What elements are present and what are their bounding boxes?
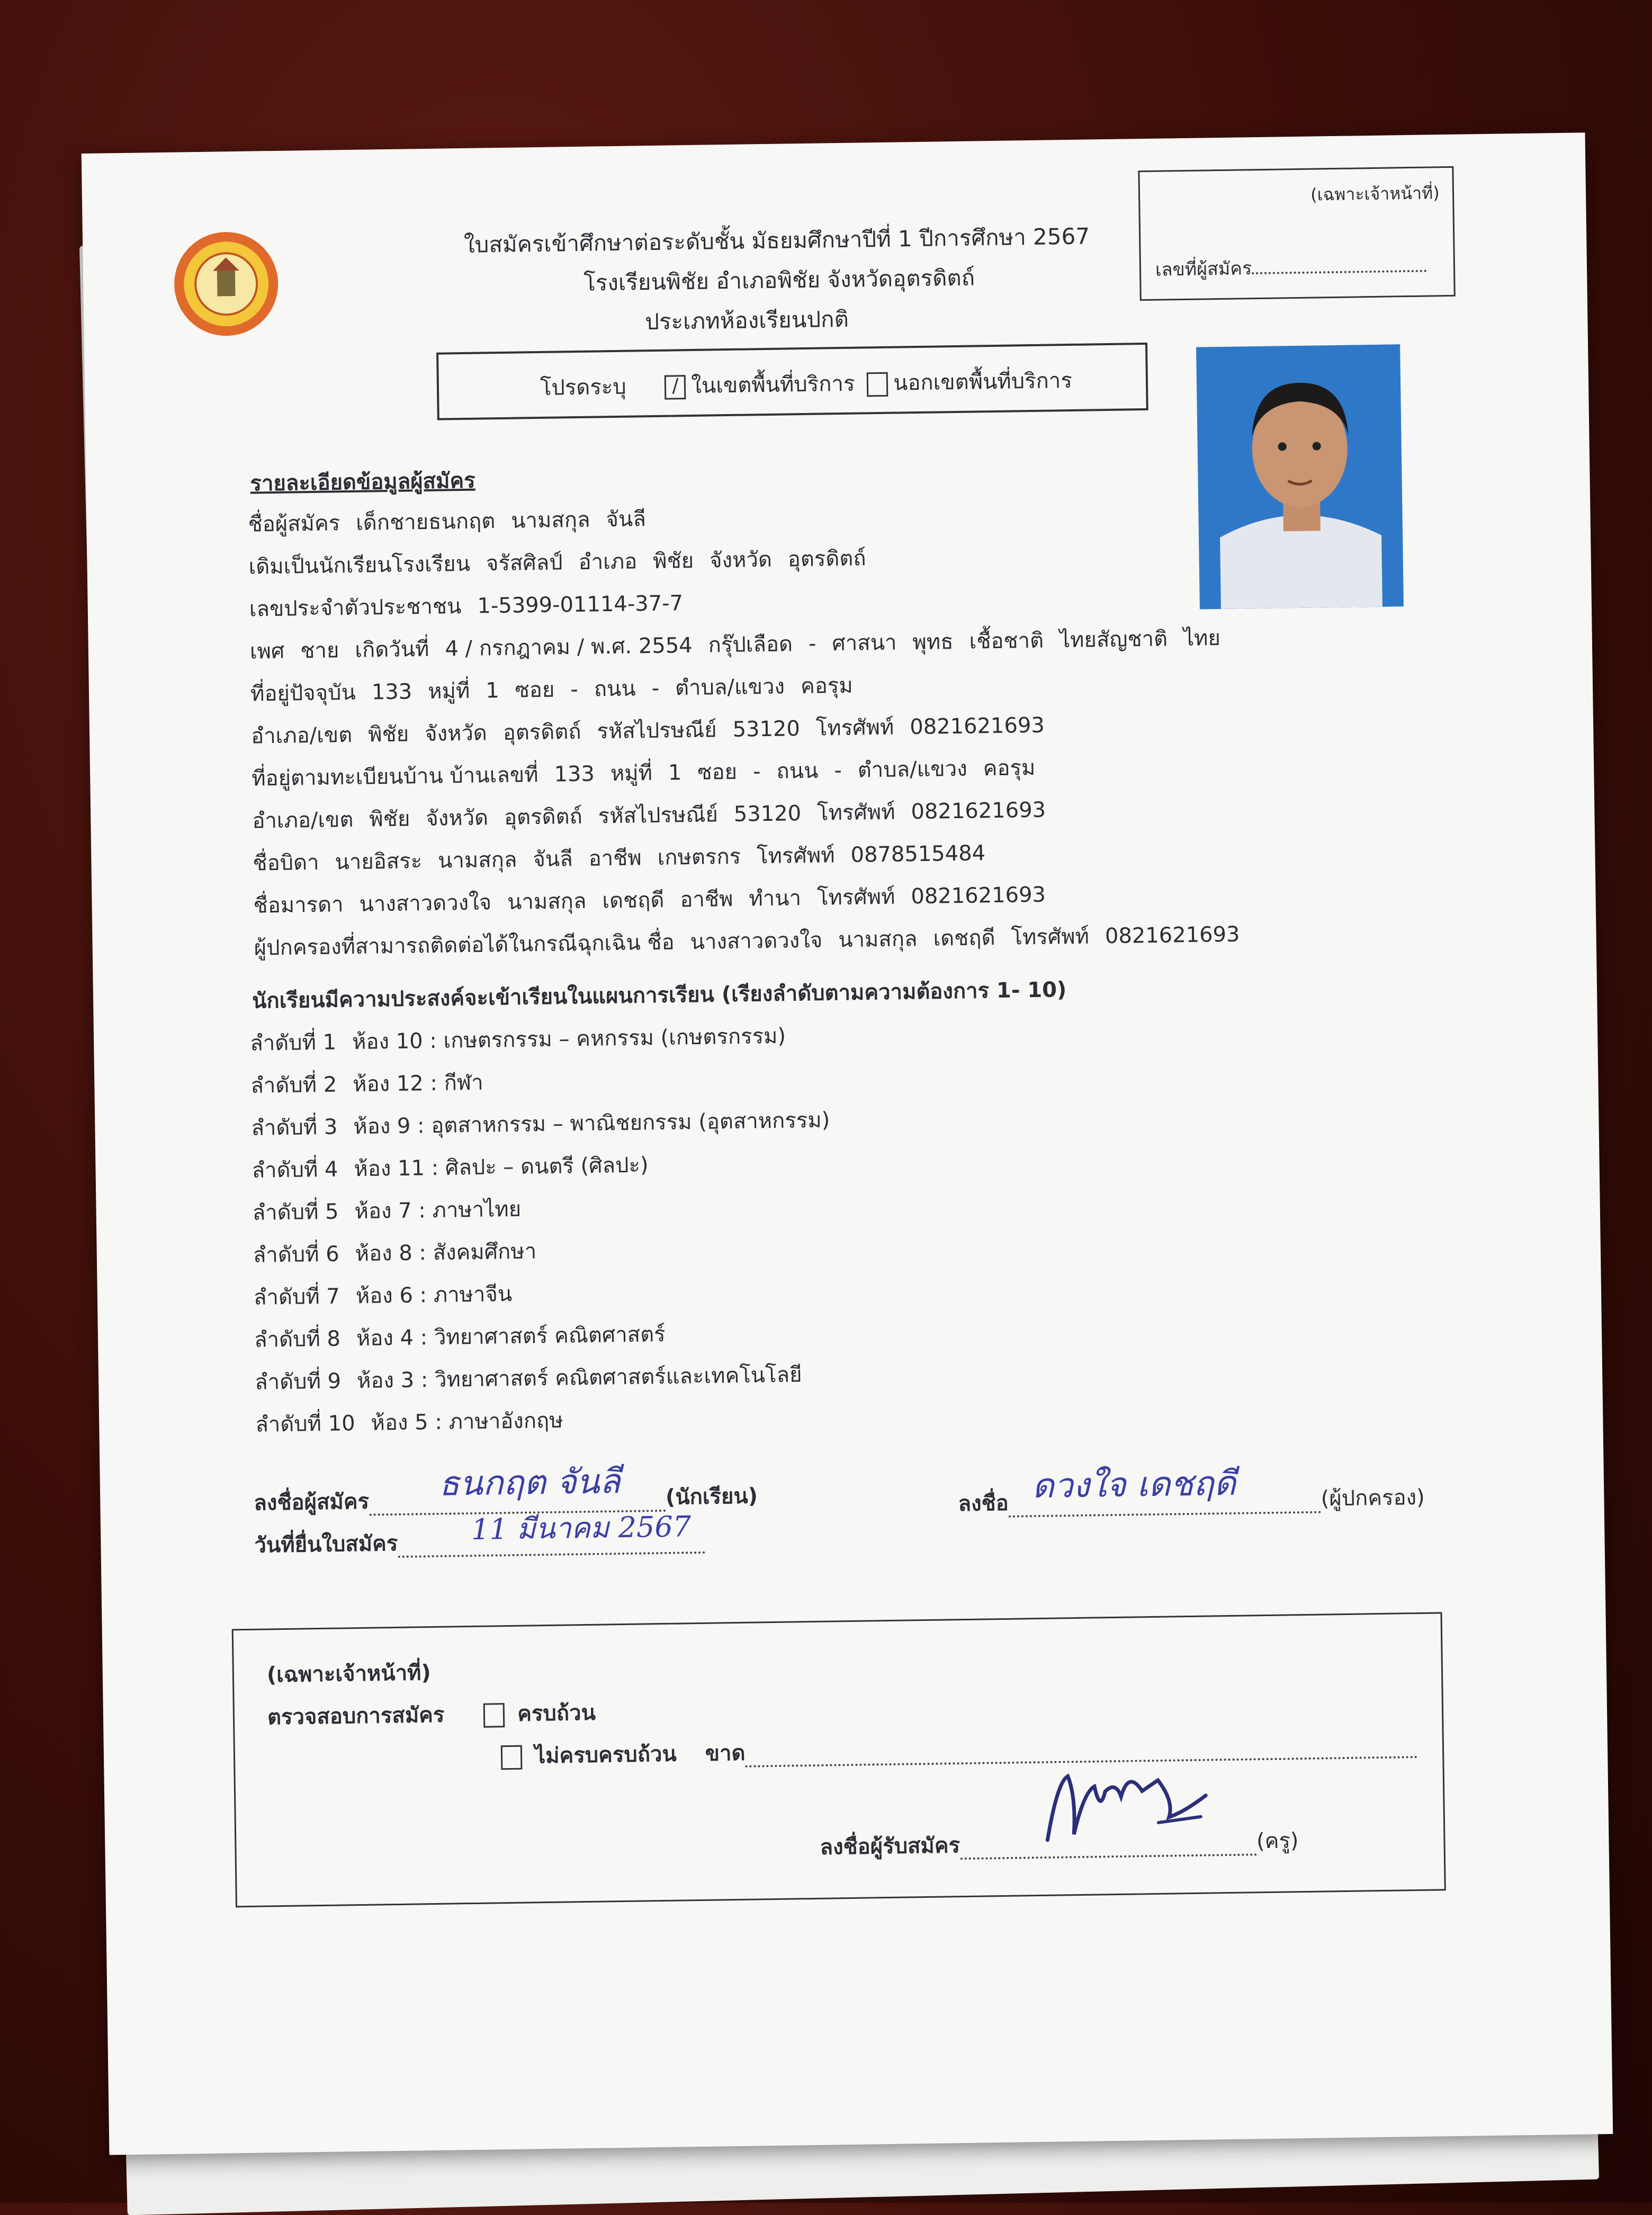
form-text: นามสกุล: [507, 889, 587, 914]
form-text: นายอิสระ: [335, 849, 423, 875]
form-text: ห้อง 5 : ภาษาอังกฤษ: [371, 1408, 563, 1436]
form-text: เกษตรกร: [657, 844, 741, 870]
form-text: 0878515484: [850, 841, 986, 867]
form-text: 4 / กรกฎาคม / พ.ศ. 2554: [445, 633, 693, 661]
out-service-area-checkbox[interactable]: [867, 372, 888, 397]
form-text: หมู่ที่: [610, 761, 653, 786]
in-service-area-checkbox[interactable]: /: [665, 375, 686, 400]
form-text: จังหวัด: [424, 721, 488, 747]
form-text: 1: [485, 678, 500, 703]
applicant-no-line[interactable]: [1252, 270, 1426, 275]
form-text: เลขประจำตัวประชาชน: [249, 594, 462, 622]
form-text: ห้อง 3 : วิทยาศาสตร์ คณิตศาสตร์และเทคโนโลยี: [356, 1362, 802, 1393]
form-text: นางสาวดวงใจ: [690, 928, 823, 955]
form-text: เพศ: [249, 639, 285, 664]
form-text: -: [834, 758, 842, 783]
detail-line-name: [248, 501, 646, 541]
form-text: นามสกุล: [437, 847, 517, 873]
form-text: อำเภอ/เขต: [252, 807, 354, 833]
form-text: ห้อง 11 : ศิลปะ – ดนตรี (ศิลปะ): [354, 1153, 649, 1182]
form-text: 133: [554, 761, 595, 787]
preference-item: [254, 1317, 666, 1357]
form-title-line1: ใบสมัครเข้าศึกษาต่อระดับชั้น มัธยมศึกษาปีที่ 1 ปีการศึกษา 2567: [463, 223, 1090, 258]
form-text: อาชีพ: [588, 846, 642, 871]
preference-item: [252, 1147, 649, 1187]
form-text: คอรุม: [800, 673, 853, 699]
submit-date-label: วันที่ยื่นใบสมัคร: [254, 1531, 398, 1558]
form-text: 1-5399-01114-37-7: [477, 591, 684, 618]
form-text: จังหวัด: [709, 547, 773, 573]
form-text: โทรศัพท์: [815, 715, 894, 741]
form-text: -: [808, 631, 816, 656]
form-text: ผู้ปกครองที่สามารถติดต่อได้ในกรณีฉุกเฉิน ชื่อ: [254, 930, 675, 961]
form-text: 0821621693: [911, 797, 1046, 824]
detail-line-emergency-contact: [254, 917, 1240, 965]
preference-item: [255, 1357, 802, 1398]
form-text: พิชัย: [652, 548, 694, 574]
detail-line-prev-school: [248, 541, 866, 583]
form-text: 133: [371, 679, 412, 705]
form-text: อุตรดิตถ์: [502, 719, 581, 745]
form-text: อุตรดิตถ์: [787, 546, 866, 572]
preference-item: [253, 1277, 512, 1314]
form-text: ถนน: [776, 758, 819, 784]
form-text: 0821621693: [910, 713, 1045, 740]
incomplete-checkbox[interactable]: [501, 1745, 523, 1770]
form-text: อุตรดิตถ์: [504, 804, 583, 830]
incomplete-label: ไม่ครบครบถ้วน: [534, 1742, 677, 1769]
form-text: ที่อยู่ตามทะเบียนบ้าน บ้านเลขที่: [251, 763, 538, 791]
complete-checkbox[interactable]: [483, 1703, 505, 1728]
preference-item: [255, 1403, 563, 1441]
form-text: ลำดับที่ 3: [251, 1115, 338, 1141]
form-text: พุทธ: [912, 630, 954, 655]
receiver-signature-label: ลงชื่อผู้รับสมัคร: [820, 1833, 960, 1860]
form-text: นามสกุล: [838, 927, 918, 953]
form-text: 0821621693: [911, 882, 1046, 909]
form-text: โทรศัพท์: [816, 884, 895, 910]
form-text: เชื้อชาติ: [969, 628, 1044, 654]
missing-label: ขาด: [705, 1741, 746, 1766]
applicant-signature: ธนกฤต จันลี: [438, 1462, 621, 1504]
form-text: ลำดับที่ 1: [249, 1030, 337, 1056]
form-text: ลำดับที่ 7: [253, 1284, 340, 1310]
applicant-no-label: เลขที่ผู้สมัคร: [1155, 258, 1252, 281]
form-title-line3: ประเภทห้องเรียนปกติ: [644, 306, 849, 335]
officer-section-title: (เฉพาะเจ้าหน้าที่): [266, 1661, 432, 1688]
applicant-photo: [1196, 344, 1404, 609]
form-text: รหัสไปรษณีย์: [597, 718, 717, 744]
form-text: -: [570, 677, 579, 702]
out-service-area-label: นอกเขตพื้นที่บริการ: [893, 368, 1073, 396]
preference-item: [253, 1234, 536, 1271]
detail-line-father: [253, 836, 985, 880]
form-text: เกิดวันที่: [355, 636, 429, 662]
applicant-no-field: [1155, 252, 1427, 284]
form-text: เดชฤดี: [933, 926, 995, 951]
form-text: ห้อง 10 : เกษตรกรรม – คหกรรม (เกษตรกรรม): [352, 1024, 786, 1055]
form-text: ตำบล/แขวง: [857, 756, 968, 783]
form-text: หมู่ที่: [427, 678, 470, 704]
form-text: ชื่อบิดา: [253, 850, 319, 876]
form-text: 53120: [733, 801, 802, 827]
form-text: คอรุม: [983, 755, 1036, 781]
complete-label: ครบถ้วน: [517, 1700, 596, 1726]
officer-only-note: (เฉพาะเจ้าหน้าที่): [1310, 183, 1440, 205]
form-text: ถนน: [594, 676, 636, 702]
form-text: ชื่อผู้สมัคร: [248, 511, 340, 537]
preference-item: [251, 1102, 830, 1144]
form-text: ลำดับที่ 9: [254, 1369, 342, 1395]
form-text: ลำดับที่ 4: [252, 1157, 338, 1183]
form-text: ห้อง 12 : กีฬา: [352, 1070, 483, 1097]
form-text: 53120: [732, 716, 801, 742]
form-text: ลำดับที่ 10: [255, 1411, 355, 1437]
detail-line-personal: [249, 621, 1220, 668]
applicant-signature-label: ลงชื่อผู้สมัคร: [254, 1489, 370, 1515]
form-text: ไทย: [1183, 626, 1221, 651]
preference-item: [252, 1192, 521, 1230]
form-text: อำเภอ: [578, 549, 638, 575]
application-form: [82, 132, 1613, 2155]
form-text: นางสาวดวงใจ: [359, 890, 492, 917]
details-section-title: รายละเอียดข้อมูลผู้สมัคร: [250, 468, 475, 496]
form-text: ห้อง 6 : ภาษาจีน: [355, 1281, 513, 1308]
detail-line-mother: [253, 877, 1046, 922]
preferences-title: นักเรียนมีความประสงค์จะเข้าเรียนในแผนการเรียน (เรียงลำดับตามความต้องการ 1- 10): [252, 978, 1067, 1014]
detail-line-current-address: [250, 668, 854, 711]
form-text: โทรศัพท์: [1011, 924, 1090, 950]
officer-check-label: ตรวจสอบการสมัคร: [267, 1702, 445, 1730]
detail-line-registered-address: [252, 750, 1036, 795]
guardian-signature: ดวงใจ เดชฤดี: [1031, 1464, 1236, 1506]
form-text: เด็กชายธนกฤต: [355, 509, 496, 535]
form-text: โทรศัพท์: [756, 843, 835, 869]
receiver-signature-scribble: [1036, 1758, 1217, 1851]
form-text: -: [752, 759, 761, 784]
guardian-signature-label: ลงชื่อ: [958, 1491, 1009, 1517]
form-text: ไทยสัญชาติ: [1059, 626, 1168, 653]
form-text: ห้อง 7 : ภาษาไทย: [354, 1197, 522, 1224]
form-text: ศาสนา: [832, 630, 897, 656]
form-text: อำเภอ/เขต: [250, 722, 353, 749]
officer-check-row: [267, 1696, 596, 1734]
receiver-signature-suffix: (ครู): [1256, 1828, 1299, 1854]
form-text: ตำบล/แขวง: [675, 674, 785, 701]
form-text: ลำดับที่ 5: [252, 1199, 339, 1225]
form-text: 1: [668, 760, 682, 785]
form-text: ห้อง 9 : อุตสาหกรรม – พาณิชยกรรม (อุตสาหกรรม): [353, 1108, 830, 1140]
form-text: กรุ๊ปเลือด: [708, 632, 793, 658]
form-text: นามสกุล: [510, 507, 590, 533]
form-text: เดิมเป็นนักเรียนโรงเรียน: [248, 551, 471, 579]
specify-label: โปรดระบุ: [540, 374, 627, 400]
applicant-signature-suffix: (นักเรียน): [665, 1484, 758, 1510]
in-service-area-label: ในเขตพื้นที่บริการ: [691, 371, 855, 398]
form-text: จรัสศิลป์: [486, 550, 563, 576]
form-title-line2: โรงเรียนพิชัย อำเภอพิชัย จังหวัดอุตรดิตถ์: [583, 264, 975, 296]
detail-line-citizen-id: [249, 586, 683, 625]
form-text: ห้อง 8 : สังคมศึกษา: [355, 1239, 537, 1266]
form-text: โทรศัพท์: [816, 800, 895, 826]
form-text: ห้อง 4 : วิทยาศาสตร์ คณิตศาสตร์: [356, 1322, 666, 1351]
form-text: ชื่อมารดา: [253, 892, 344, 918]
form-text: 0821621693: [1105, 922, 1240, 949]
form-text: เดชฤดี: [602, 887, 665, 913]
form-text: ลำดับที่ 6: [253, 1242, 340, 1268]
form-text: ลำดับที่ 8: [254, 1326, 341, 1352]
form-text: พิชัย: [367, 722, 409, 747]
form-text: จังหวัด: [425, 805, 489, 831]
form-text: ลำดับที่ 2: [250, 1072, 337, 1098]
detail-line-registered-district: [252, 793, 1046, 838]
form-text: จันลี: [606, 507, 647, 532]
form-text: รหัสไปรษณีย์: [598, 802, 719, 829]
form-text: ซอย: [697, 759, 738, 785]
guardian-signature-suffix: (ผู้ปกครอง): [1321, 1485, 1425, 1511]
school-logo: [170, 228, 283, 340]
submit-date-handwritten: 11 มีนาคม 2567: [471, 1510, 692, 1546]
form-text: ชาย: [300, 638, 339, 663]
form-text: จันลี: [533, 847, 573, 872]
form-text: พิชัย: [369, 806, 410, 832]
form-text: ที่อยู่ปัจจุบัน: [250, 680, 356, 706]
form-text: อาชีพ: [680, 886, 733, 912]
preference-item: [250, 1065, 483, 1102]
form-text: ซอย: [515, 677, 555, 703]
form-text: -: [651, 676, 660, 701]
preference-item: [250, 1019, 786, 1060]
detail-line-current-district: [251, 708, 1045, 753]
form-text: ทำนา: [749, 886, 802, 911]
